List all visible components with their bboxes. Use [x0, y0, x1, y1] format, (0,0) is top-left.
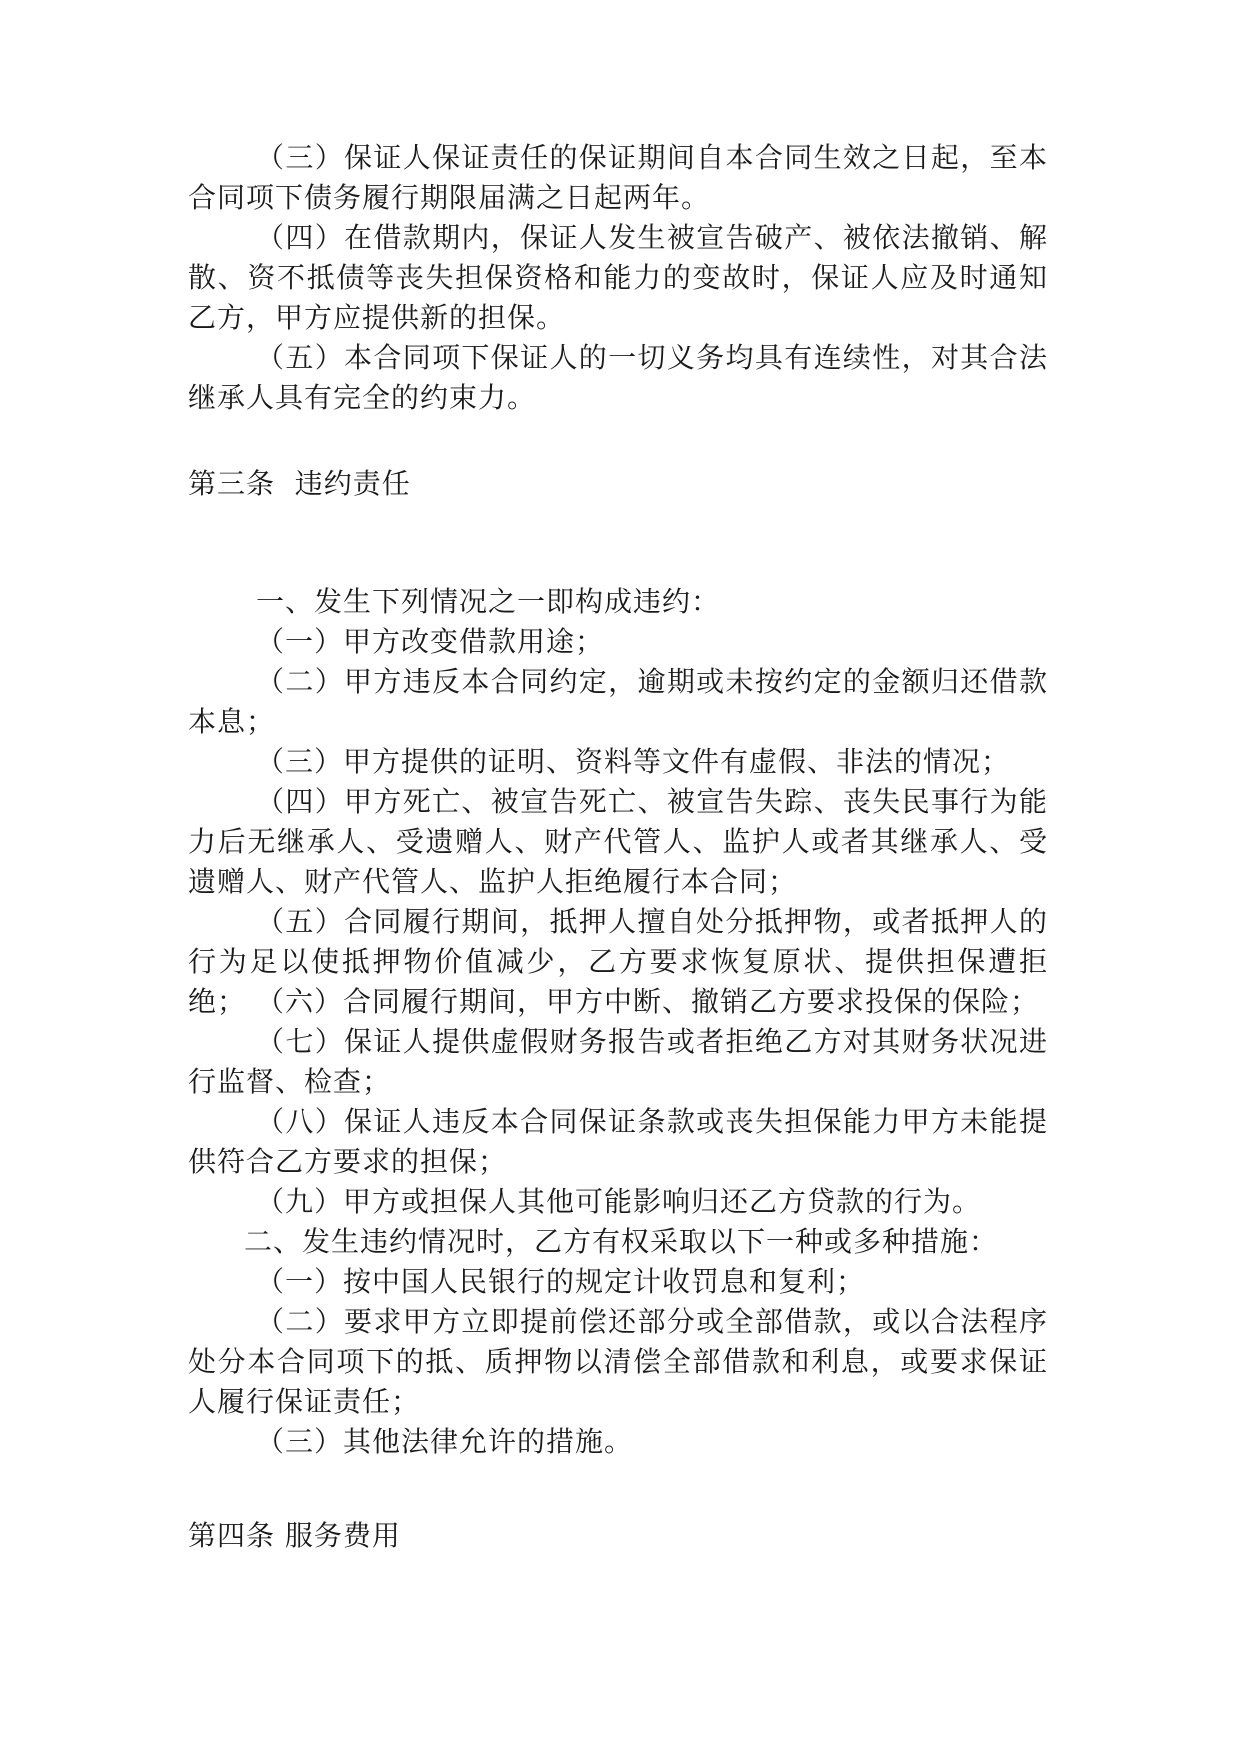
section-heading-service-fee: 第四条 服务费用 [188, 1519, 401, 1552]
paragraph-guarantee-period: （三）保证人保证责任的保证期间自本合同生效之日起，至本合同项下债务履行期限届满之日起两年。 [188, 141, 1048, 214]
breach-item-9: （九）甲方或担保人其他可能影响归还乙方贷款的行为。 [256, 1185, 982, 1218]
paragraph-guarantor-continuity: （五）本合同项下保证人的一切义务均具有连续性，对其合法继承人具有完全的约束力。 [188, 341, 1048, 414]
breach-item-7: （七）保证人提供虚假财务报告或者拒绝乙方对其财务状况进行监督、检查； [188, 1025, 1048, 1098]
breach-item-6: （六）合同履行期间，甲方中断、撤销乙方要求投保的保险； [256, 985, 1040, 1018]
breach-item-8: （八）保证人违反本合同保证条款或丧失担保能力甲方未能提供符合乙方要求的担保； [188, 1105, 1048, 1178]
breach-clause-intro: 一、发生下列情况之一即构成违约： [256, 585, 721, 618]
breach-item-4: （四）甲方死亡、被宣告死亡、被宣告失踪、丧失民事行为能力后无继承人、受遗赠人、财产代管人、监护人或者其继承人、受遗赠人、财产代管人、监护人拒绝履行本合同； [188, 785, 1048, 898]
section-heading-breach: 第三条 违约责任 [188, 467, 411, 500]
remedy-clause-intro: 二、发生违约情况时，乙方有权采取以下一种或多种措施： [244, 1225, 999, 1258]
remedy-item-3: （三）其他法律允许的措施。 [256, 1425, 634, 1458]
breach-item-1: （一）甲方改变借款用途； [256, 625, 605, 658]
breach-item-5: （五）合同履行期间，抵押人擅自处分抵押物，或者抵押人的行为足以使抵押物价值减少，乙方要求恢复原状、提供担保遭拒绝； [188, 905, 1048, 1018]
remedy-item-1: （一）按中国人民银行的规定计收罚息和复利； [256, 1265, 866, 1298]
remedy-item-2: （二）要求甲方立即提前偿还部分或全部借款，或以合法程序处分本合同项下的抵、质押物以清偿全部借款和利息，或要求保证人履行保证责任； [188, 1305, 1048, 1418]
paragraph-guarantor-change: （四）在借款期内，保证人发生被宣告破产、被依法撤销、解散、资不抵债等丧失担保资格和能力的变故时，保证人应及时通知乙方，甲方应提供新的担保。 [188, 221, 1048, 334]
breach-item-2: （二）甲方违反本合同约定，逾期或未按约定的金额归还借款本息； [188, 665, 1048, 738]
breach-item-3: （三）甲方提供的证明、资料等文件有虚假、非法的情况； [256, 745, 1011, 778]
